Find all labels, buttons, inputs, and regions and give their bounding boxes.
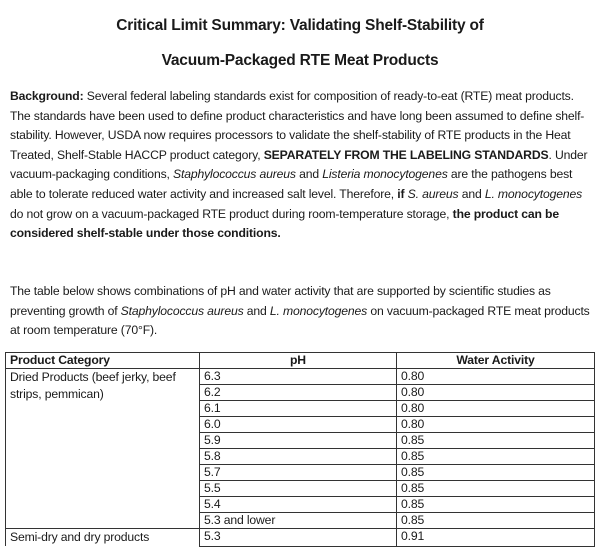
critical-limit-table [5,352,595,547]
table-row [6,529,595,547]
ph-cell: 5.3 and lower [200,513,397,529]
ph-cell: 6.1 [200,401,397,417]
organism-name: L. monocytogenes [269,303,368,318]
text: . Under vacuum-packaging conditions, [10,147,588,182]
category-cell: Semi-dry and dry products [6,529,200,547]
header-product-category: Product Category [6,353,200,369]
background-label: Background: [10,89,84,103]
text: and [295,167,323,182]
aw-cell: 0.85 [397,481,595,497]
aw-cell: 0.80 [397,401,595,417]
text: The table below shows combinations of pH and water activity that are supported by scientific studies as preventing growth of [10,284,551,318]
ph-cell: 5.4 [200,497,397,513]
organism-name: Staphylococcus aureus [120,303,244,318]
ph-cell: 5.8 [200,449,397,465]
background-paragraph [10,87,596,244]
emphasis-text: SEPARATELY FROM THE LABELING STANDARDS [263,147,549,162]
organism-name: L. monocytogenes [484,186,583,201]
text: do not grow on a vacuum-packaged RTE product during room-temperature storage, [10,206,453,221]
document-title-line-1: Critical Limit Summary: Validating Shelf-Stability of [116,17,484,34]
organism-name: S. aureus [407,186,459,201]
table-header-row [6,353,595,369]
aw-cell: 0.85 [397,433,595,449]
ph-cell: 5.9 [200,433,397,449]
aw-cell: 0.91 [397,529,595,547]
organism-name: Staphylococcus aureus [172,167,296,182]
ph-cell: 6.2 [200,385,397,401]
table-row [6,369,595,385]
category-cell: Dried Products (beef jerky, beef strips, pemmican) [6,369,200,529]
ph-cell: 5.5 [200,481,397,497]
document-title-line-2: Vacuum-Packaged RTE Meat Products [161,52,439,69]
ph-cell: 5.3 [200,529,397,547]
header-water-activity: Water Activity [397,353,595,369]
aw-cell: 0.85 [397,465,595,481]
ph-cell: 6.3 [200,369,397,385]
aw-cell: 0.80 [397,417,595,433]
aw-cell: 0.85 [397,497,595,513]
aw-cell: 0.85 [397,513,595,529]
conclusion-text: the product can be considered shelf-stable under those conditions. [10,206,559,241]
ph-cell: 5.7 [200,465,397,481]
table-intro-paragraph [10,282,596,341]
emphasis-text: if [397,186,408,201]
text: and [243,303,270,318]
aw-cell: 0.80 [397,385,595,401]
organism-name: Listeria monocytogenes [322,167,448,182]
aw-cell: 0.85 [397,449,595,465]
text: are the pathogens best able to tolerate reduced water activity and increased salt level. Therefore, [10,167,573,201]
ph-cell: 6.0 [200,417,397,433]
text: Several federal labeling standards exist for composition of ready-to-eat (RTE) meat products. The standards have been used to define product characteristics and have long been assumed to define shelf-stability. However, USDA now requires processors to validate the shelf-stability of RTE products in the Heat Treated, Shelf-Stable HACCP product category, [10,89,585,162]
text: on vacuum-packaged RTE meat products at room temperature (70°F). [10,303,590,338]
aw-cell: 0.80 [397,369,595,385]
text: and [458,186,485,201]
header-ph: pH [200,353,397,369]
